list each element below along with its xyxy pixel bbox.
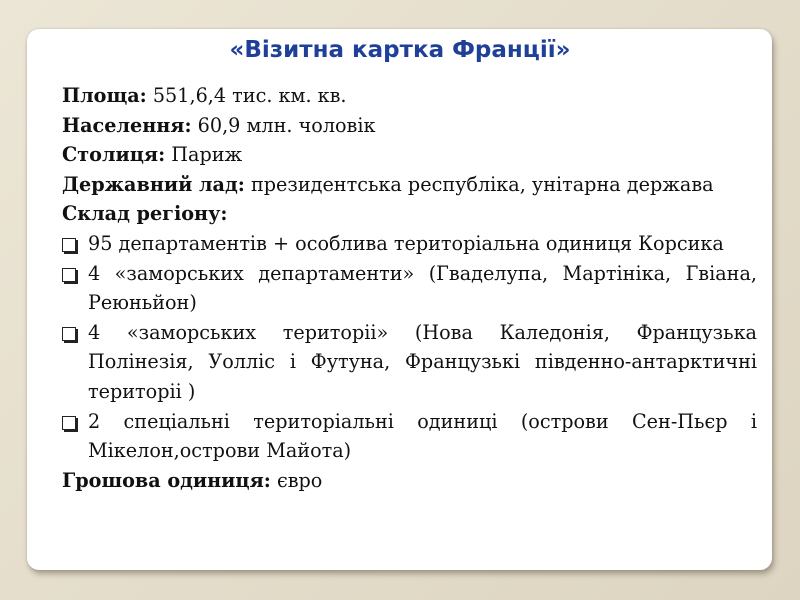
slide-title: «Візитна картка Франції» [229, 37, 571, 63]
capital-row [62, 140, 757, 170]
area-value: 551,6,4 тис. км. кв. [152, 84, 347, 107]
list-item [62, 318, 757, 407]
list-item [62, 229, 757, 259]
population-row [62, 111, 757, 141]
capital-label: Столиця: [62, 143, 166, 167]
government-row [62, 170, 757, 200]
currency-label: Грошова одиниця: [62, 468, 271, 492]
list-item [62, 407, 757, 466]
area-row [62, 81, 757, 111]
government-label: Державний лад: [62, 172, 245, 196]
slide-content [62, 81, 757, 495]
capital-value: Париж [171, 143, 243, 167]
checkbox-square-icon [62, 268, 76, 282]
list-item-text: 4 «заморських територіі» (Нова Каледонія, Французька Полінезія, Уолліс і Футуна, Французькі південно-антарктичні територіі ) [88, 320, 757, 403]
composition-label: Склад регіону: [62, 202, 228, 226]
checkbox-square-icon [62, 327, 76, 341]
list-item [62, 259, 757, 318]
composition-heading [62, 199, 757, 229]
population-label: Населення: [62, 113, 192, 137]
list-item-text: 4 «заморських департаменти» (Гваделупа, Мартініка, Гвіана, Реюньйон) [88, 261, 757, 315]
population-value: 60,9 млн. чоловік [197, 113, 376, 137]
currency-row [62, 466, 757, 496]
government-value: президентська республіка, унітарна держава [250, 172, 714, 196]
list-item-text: 95 департаментів + особлива територіальна одиниця Корсика [88, 231, 724, 255]
checkbox-square-icon [62, 416, 76, 430]
currency-value: євро [276, 468, 323, 492]
checkbox-square-icon [62, 238, 76, 252]
list-item-text: 2 спеціальні територіальні одиниці (острови Сен-Пьєр і Мікелон,острови Майота) [88, 409, 757, 463]
area-label: Площа: [62, 84, 147, 107]
